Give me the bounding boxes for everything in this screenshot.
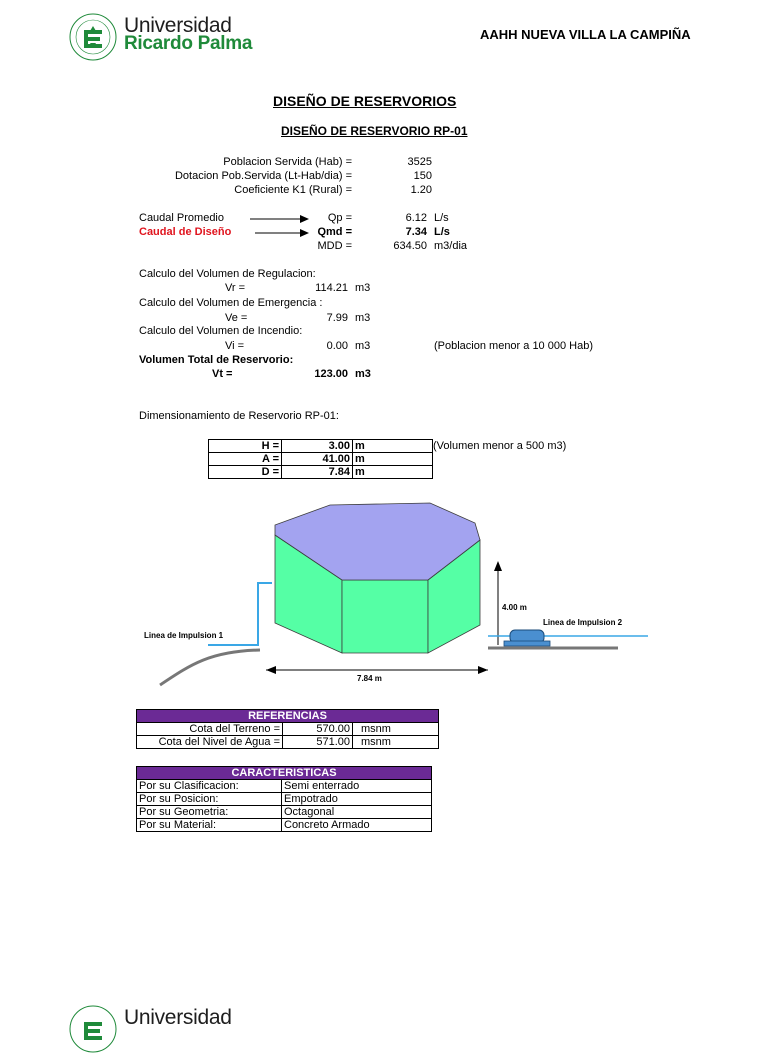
- ground-line-1: [160, 650, 260, 685]
- table-row: [137, 780, 432, 793]
- dim-label: H =: [209, 440, 282, 453]
- university-name-line1: Universidad: [124, 14, 232, 37]
- dim-unit: m: [353, 440, 433, 453]
- dim-label: D =: [209, 466, 282, 479]
- university-seal-icon: [68, 1004, 118, 1054]
- car-value: Concreto Armado: [282, 819, 432, 832]
- param-label-poblacion: Poblacion Servida (Hab) =: [223, 156, 352, 168]
- referencias-title: REFERENCIAS: [137, 710, 439, 723]
- vi-unit: m3: [355, 340, 371, 352]
- table-row: [137, 723, 439, 736]
- vt-unit: m3: [355, 368, 371, 380]
- arrow-up-icon: [494, 561, 502, 571]
- footer-university-logo: [68, 1004, 288, 1044]
- vi-note: (Poblacion menor a 10 000 Hab): [434, 340, 593, 352]
- vr-label: Vr =: [225, 282, 246, 294]
- car-label: Por su Clasificacion:: [137, 780, 282, 793]
- caracteristicas-title: CARACTERISTICAS: [137, 767, 432, 780]
- document-title: DISEÑO DE RESERVORIOS: [273, 93, 457, 109]
- linea-impulsion-2-label: Linea de Impulsion 2: [543, 618, 623, 627]
- car-label: Por su Geometria:: [137, 806, 282, 819]
- table-row: [137, 806, 432, 819]
- table-row: [209, 453, 433, 466]
- mdd-value: 634.50: [393, 240, 427, 252]
- arrow-right-icon: [255, 228, 310, 238]
- qp-unit: L/s: [434, 212, 449, 224]
- ve-value: 7.99: [326, 312, 348, 324]
- table-row: [137, 736, 439, 749]
- arrow-right-icon: [478, 666, 488, 674]
- car-label: Por su Material:: [137, 819, 282, 832]
- table-row: [209, 466, 433, 479]
- dim-value: 7.84: [282, 466, 353, 479]
- caudal-diseno-label: Caudal de Diseño: [139, 226, 232, 238]
- table-row: [137, 793, 432, 806]
- dim-value: 41.00: [282, 453, 353, 466]
- car-label: Por su Posicion:: [137, 793, 282, 806]
- linea-impulsion-1-label: Linea de Impulsion 1: [144, 631, 224, 640]
- param-value-poblacion: 3525: [407, 156, 432, 168]
- document-subtitle: DISEÑO DE RESERVORIO RP-01: [281, 124, 468, 138]
- ve-unit: m3: [355, 312, 371, 324]
- vi-label: Vi =: [225, 340, 245, 352]
- dim-label: A =: [209, 453, 282, 466]
- qp-value: 6.12: [405, 212, 427, 224]
- param-label-dotacion: Dotacion Pob.Servida (Lt-Hab/dia) =: [174, 170, 352, 182]
- param-value-dotacion: 150: [413, 170, 432, 182]
- ref-label: Cota del Terreno =: [137, 723, 283, 736]
- vi-value: 0.00: [326, 340, 348, 352]
- car-value: Semi enterrado: [282, 780, 432, 793]
- arrow-left-icon: [266, 666, 276, 674]
- mdd-label: MDD =: [317, 240, 352, 252]
- mdd-unit: m3/dia: [434, 240, 468, 252]
- dimension-title: Dimensionamiento de Reservorio RP-01:: [139, 410, 339, 422]
- vt-label: Vt =: [212, 368, 233, 380]
- caracteristicas-table: [136, 766, 432, 832]
- reservoir-diagram: [130, 495, 660, 695]
- table-row: [137, 819, 432, 832]
- car-value: Octagonal: [282, 806, 432, 819]
- dimension-table: [208, 439, 433, 479]
- vol-emergencia-title: Calculo del Volumen de Emergencia :: [139, 297, 323, 309]
- qmd-unit: L/s: [434, 226, 450, 238]
- param-label-coeficiente: Coeficiente K1 (Rural) =: [234, 184, 352, 196]
- table-row: [209, 440, 433, 453]
- university-name-line2: Ricardo Palma: [124, 33, 253, 54]
- reservoir-wall-center: [342, 580, 428, 653]
- vr-unit: m3: [355, 282, 371, 294]
- vt-value: 123.00: [314, 368, 348, 380]
- dim-value: 3.00: [282, 440, 353, 453]
- arrow-right-icon: [250, 214, 310, 224]
- footer-university-name: Universidad: [124, 1006, 232, 1029]
- vr-value: 114.21: [315, 282, 348, 294]
- qmd-label: Qmd =: [317, 226, 352, 238]
- ref-unit: msnm: [353, 736, 439, 749]
- vol-incendio-title: Calculo del Volumen de Incendio:: [139, 325, 303, 337]
- caudal-promedio-label: Caudal Promedio: [139, 212, 224, 224]
- university-seal-icon: [68, 12, 118, 62]
- height-label: 4.00 m: [502, 603, 527, 612]
- table-header: [137, 710, 439, 723]
- dim-unit: m: [353, 466, 433, 479]
- table-header: [137, 767, 432, 780]
- param-value-coeficiente: 1.20: [410, 184, 432, 196]
- referencias-table: [136, 709, 439, 749]
- ref-value: 571.00: [283, 736, 353, 749]
- dimension-note: (Volumen menor a 500 m3): [433, 440, 567, 452]
- ref-unit: msnm: [353, 723, 439, 736]
- qp-label: Qp =: [327, 212, 352, 224]
- diameter-label: 7.84 m: [357, 674, 382, 683]
- vol-total-title: Volumen Total de Reservorio:: [139, 354, 294, 366]
- pump-base: [504, 641, 550, 646]
- ref-value: 570.00: [283, 723, 353, 736]
- project-name: AAHH NUEVA VILLA LA CAMPIÑA: [480, 27, 691, 42]
- qmd-value: 7.34: [405, 226, 427, 238]
- ref-label: Cota del Nivel de Agua =: [137, 736, 283, 749]
- university-logo: [68, 12, 288, 60]
- car-value: Empotrado: [282, 793, 432, 806]
- vol-regulacion-title: Calculo del Volumen de Regulacion:: [139, 268, 316, 280]
- dim-unit: m: [353, 453, 433, 466]
- ve-label: Ve =: [225, 312, 248, 324]
